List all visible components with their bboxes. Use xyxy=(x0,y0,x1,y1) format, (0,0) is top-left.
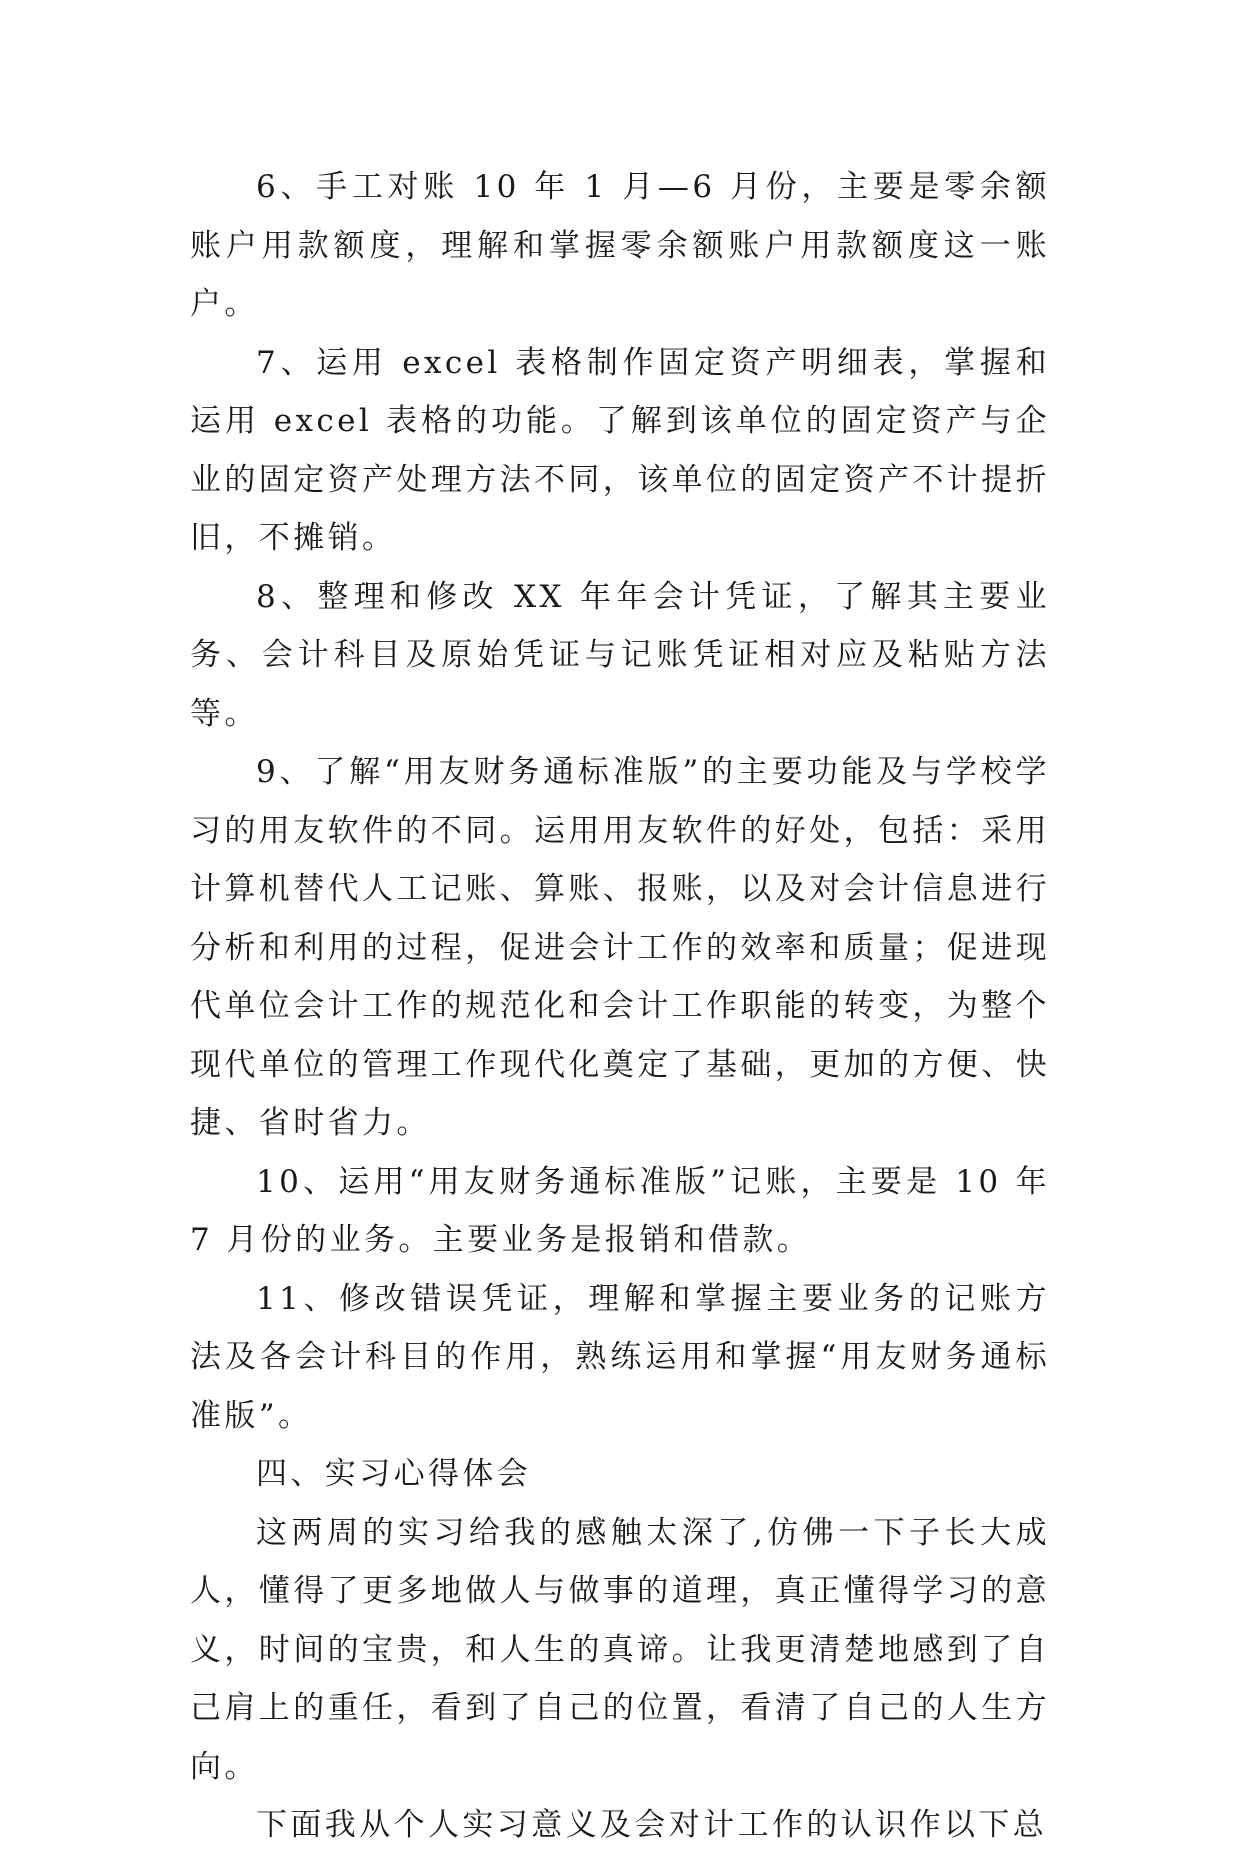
paragraph-summary-start: 下面我从个人实习意义及会对计工作的认识作以下总 xyxy=(256,1807,1048,1843)
paragraph-reflection: 这两周的实习给我的感触太深了,仿佛一下子长大成人，懂得了更多地做人与做事的道理，真正懂得学习的意义，时间的宝贵，和人生的真谛。让我更清楚地感到了自己肩上的重任，看到了自己的位置，看清了自己的人生方向。 xyxy=(190,1514,1050,1785)
paragraph-item-7: 7、运用 excel 表格制作固定资产明细表，掌握和运用 excel 表格的功能。了解到该单位的固定资产与企业的固定资产处理方法不同，该单位的固定资产不计提折旧，不摊销。 xyxy=(190,344,1050,556)
section-heading: 四、实习心得体会 xyxy=(256,1456,532,1492)
paragraph-item-9: 9、了解“用友财务通标准版”的主要功能及与学校学习的用友软件的不同。运用用友软件的好处，包括：采用计算机替代人工记账、算账、报账，以及对会计信息进行分析和利用的过程，促进会计工作的效率和质量；促进现代单位会计工作的规范化和会计工作职能的转变，为整个现代单位的管理工作现代化奠定了基础，更加的方便、快捷、省时省力。 xyxy=(190,754,1050,1141)
paragraph-item-11: 11、修改错误凭证，理解和掌握主要业务的记账方法及各会计科目的作用，熟练运用和掌握“用友财务通标准版”。 xyxy=(190,1280,1050,1434)
document-body xyxy=(190,158,1050,1855)
paragraph-item-10: 10、运用“用友财务通标准版”记账，主要是 10 年 7 月份的业务。主要业务是报销和借款。 xyxy=(190,1163,1050,1258)
paragraph-item-6: 6、手工对账 10 年 1 月—6 月份，主要是零余额账户用款额度，理解和掌握零余额账户用款额度这一账户。 xyxy=(190,169,1050,322)
paragraph-item-8: 8、整理和修改 XX 年年会计凭证，了解其主要业务、会计科目及原始凭证与记账凭证相对应及粘贴方法等。 xyxy=(190,578,1050,732)
